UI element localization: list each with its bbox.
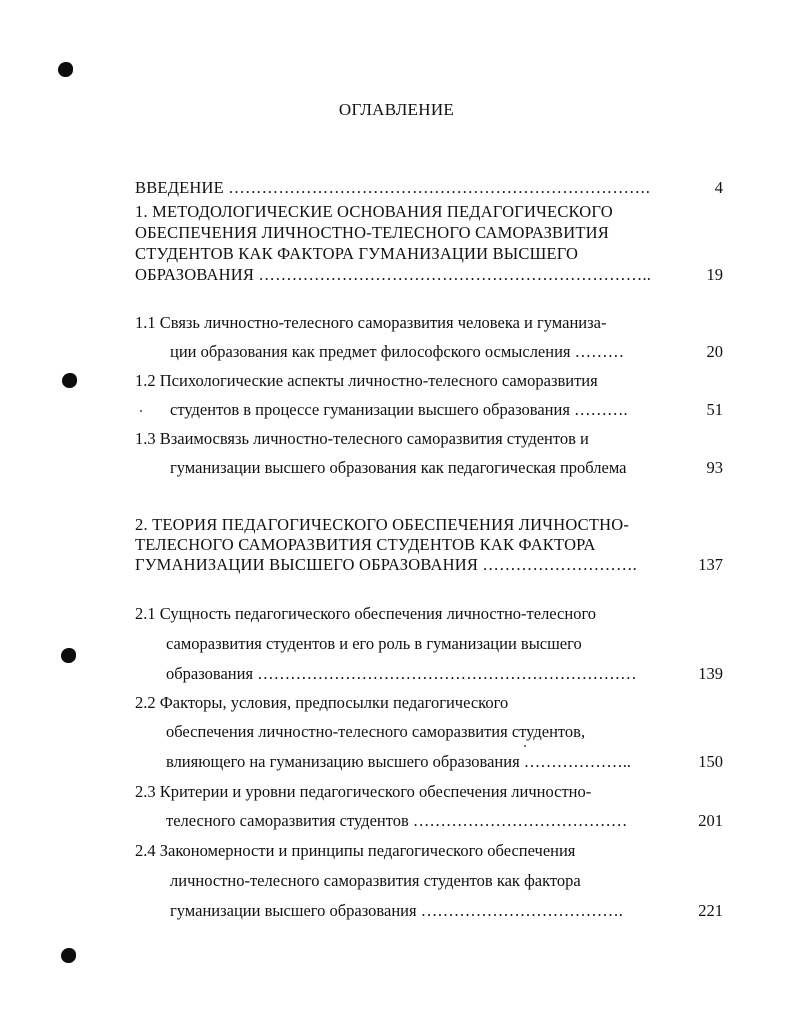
toc-intro-line-1: ВВЕДЕНИЕ …………………………………………………………………. xyxy=(135,178,651,197)
toc-s2-4-line-1: 2.4 Закономерности и принципы педагогического обеспечения xyxy=(135,841,576,860)
toc-s2-2-line-3: влияющего на гуманизацию высшего образования ……………….. xyxy=(166,752,632,771)
toc-s2-3-line-1: 2.3 Критерии и уровни педагогического обеспечения личностно- xyxy=(135,782,592,801)
scan-speck xyxy=(140,410,142,412)
toc-s2-1-line-3: образования …………………………………………………………… xyxy=(166,664,637,683)
toc-s2-4-line-3: гуманизации высшего образования ………………………………. xyxy=(170,901,623,920)
toc-ch1-page: 19 xyxy=(706,265,723,284)
toc-s2-3-line-2: телесного саморазвития студентов ………………………………… xyxy=(166,811,628,830)
toc-s1-3-page: 93 xyxy=(706,458,723,477)
toc-ch1-line-2: ОБЕСПЕЧЕНИЯ ЛИЧНОСТНО-ТЕЛЕСНОГО САМОРАЗВИТИЯ xyxy=(135,223,609,242)
toc-s2-2-page: 150 xyxy=(698,752,723,771)
toc-s2-1-line-2: саморазвития студентов и его роль в гуманизации высшего xyxy=(166,634,582,653)
punch-hole-3 xyxy=(61,648,76,663)
toc-ch2-line-2: ТЕЛЕСНОГО САМОРАЗВИТИЯ СТУДЕНТОВ КАК ФАКТОРА xyxy=(135,535,596,554)
toc-s1-1-line-1: 1.1 Связь личностно-телесного саморазвития человека и гуманиза- xyxy=(135,313,607,332)
toc-ch1-line-1: 1. МЕТОДОЛОГИЧЕСКИЕ ОСНОВАНИЯ ПЕДАГОГИЧЕСКОГО xyxy=(135,202,613,221)
toc-ch2-line-1: 2. ТЕОРИЯ ПЕДАГОГИЧЕСКОГО ОБЕСПЕЧЕНИЯ ЛИЧНОСТНО- xyxy=(135,515,630,534)
toc-ch1-line-3: СТУДЕНТОВ КАК ФАКТОРА ГУМАНИЗАЦИИ ВЫСШЕГО xyxy=(135,244,579,263)
toc-s2-4-page: 221 xyxy=(698,901,723,920)
toc-s2-1-line-1: 2.1 Сущность педагогического обеспечения личностно-телесного xyxy=(135,604,597,623)
toc-s1-2-line-1: 1.2 Психологические аспекты личностно-телесного саморазвития xyxy=(135,371,598,390)
toc-s2-3-page: 201 xyxy=(698,811,723,830)
toc-ch2-page: 137 xyxy=(698,555,723,574)
punch-hole-1 xyxy=(58,62,73,77)
toc-s2-2-line-2: обеспечения личностно-телесного саморазвития студентов, xyxy=(166,722,586,741)
toc-s1-3-line-1: 1.3 Взаимосвязь личностно-телесного саморазвития студентов и xyxy=(135,429,589,448)
toc-s2-1-page: 139 xyxy=(698,664,723,683)
toc-ch1-line-4: ОБРАЗОВАНИЯ …………………………………………………………….. xyxy=(135,265,652,284)
toc-intro-page: 4 xyxy=(714,178,723,197)
toc-s2-4-line-2: личностно-телесного саморазвития студентов как фактора xyxy=(170,871,581,890)
toc-s1-3-line-2: гуманизации высшего образования как педагогическая проблема xyxy=(170,458,627,477)
scan-speck xyxy=(524,745,526,747)
toc-ch2-line-3: ГУМАНИЗАЦИИ ВЫСШЕГО ОБРАЗОВАНИЯ ………………………. xyxy=(135,555,637,574)
punch-hole-2 xyxy=(62,373,77,388)
toc-s1-2-line-2: студентов в процессе гуманизации высшего образования ………. xyxy=(170,400,628,419)
toc-s1-1-page: 20 xyxy=(706,342,723,361)
toc-s2-2-line-1: 2.2 Факторы, условия, предпосылки педагогического xyxy=(135,693,509,712)
punch-hole-4 xyxy=(61,948,76,963)
page-title: ОГЛАВЛЕНИЕ xyxy=(338,100,455,119)
toc-s1-1-line-2: ции образования как предмет философского осмысления ……… xyxy=(170,342,625,361)
toc-s1-2-page: 51 xyxy=(706,400,723,419)
